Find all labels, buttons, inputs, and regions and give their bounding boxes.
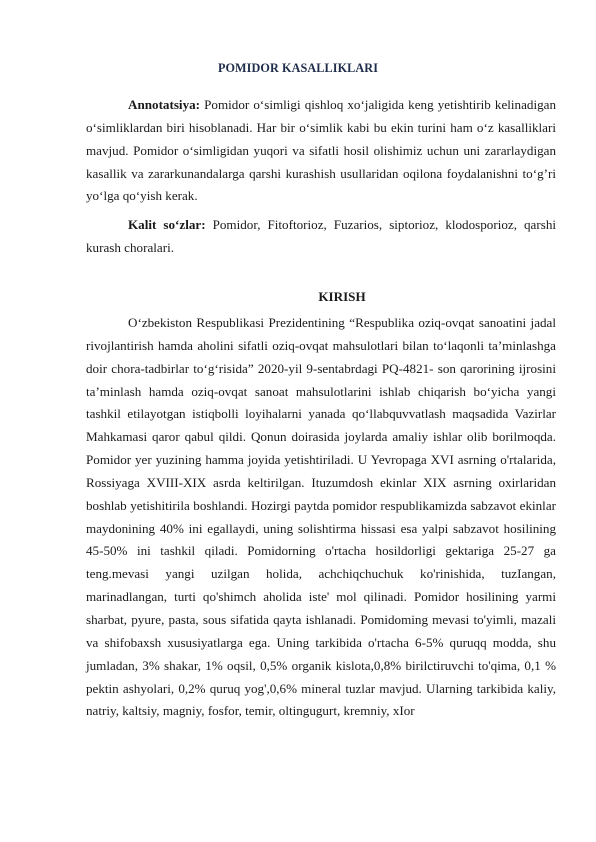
section-heading: KIRISH: [318, 289, 366, 304]
keywords-section: [86, 214, 556, 260]
keywords-paragraph: [86, 214, 556, 260]
keywords-label: Kalit so‘zlar:: [128, 217, 206, 232]
intro-section: [86, 312, 556, 723]
paper-title: POMIDOR KASALLIKLARI: [217, 61, 379, 75]
abstract-label: Annotatsiya:: [128, 97, 201, 112]
abstract-text: Pomidor o‘simligi qishloq xo‘jaligida keng yetishtirib kelinadigan o‘simliklardan biri hisoblanadi. Har bir o‘simlik kabi bu ekin turini ham o‘z kasalliklari mavjud. Pomidor o‘simligidan yuqori va sifatli hosil olishimiz uchun uni zararlaydigan kasallik va zararkunandalarga qarshi kurashish usullaridan oqilona foydalanishni to‘g’ri yo‘lga qo‘yish kerak.: [86, 97, 556, 204]
abstract-section: [86, 94, 556, 208]
keywords-text: Pomidor, Fitoftorioz, Fuzarios, siptorioz, klodosporioz, qarshi kurash choralari.: [86, 217, 556, 255]
abstract-paragraph: [86, 94, 556, 208]
intro-paragraph: O‘zbekiston Respublikasi Prezidentining “Respublika oziq-ovqat sanoatini jadal rivojlantirish hamda aholini sifatli oziq-ovqat mahsulotlari bilan to‘laqonli ta’minlashga doir chora-tadbirlar to‘g‘risida” 2020-yil 9-sentabrdagi PQ-4821- son qarorining ijrosini ta’minlash hamda oziq-ovqat sanoat mahsulotlarini ishlab chiqarish bo‘yicha yangi tashkil etilayotgan istiqbolli loyihalarni yanada qo‘llabquvvatlash maqsadida Vazirlar Mahkamasi qaror qabul qildi. Qonun doirasida joylarda amaliy ishlar olib borilmoqda. Pomidor yer yuzining hamma joyida yetishtiriladi. U Yevropaga XVI asrning o'rtalarida, Rossiyaga XVIII-XIX asrda keltirilgan. Ituzumdosh ekinlar XIX asrning oxirlaridan boshlab yetishitirila boshlandi. Hozirgi paytda pomidor respublikamizda sabzavot ekinlar maydonining 40% ini egallaydi, uning solishtirma hissasi esa yalpi sabzavot hosilining 45-50% ini tashkil qiladi. Pomidorning o'rtacha hosildorligi gektariga 25-27 ga teng.mevasi yangi uzilgan holida, achchiqchuchuk ko'rinishida, tuzIangan, marinadlangan, turti qo'shimch aholida iste' mol qilinadi. Pomidor hosilining yarmi sharbat, pyure, pasta, sous sifatida qayta ishlanadi. Pomidoming mevasi to'yimli, mazali va shifobaxsh xususiyatlarga ega. Uning tarkibida o'rtacha 6-5% quruqq modda, shu jumladan, 3% shakar, 1% oqsil, 0,5% organik kislota,0,8% birilctiruvchi to'qima, 0,1 % pektin ashyolari, 0,2% quruq yog',0,6% mineral tuzlar mavjud. Ularning tarkibida kaliy, natriy, kaltsiy, magniy, fosfor, temir, oltingugurt, kremniy, xIor: [86, 315, 556, 719]
